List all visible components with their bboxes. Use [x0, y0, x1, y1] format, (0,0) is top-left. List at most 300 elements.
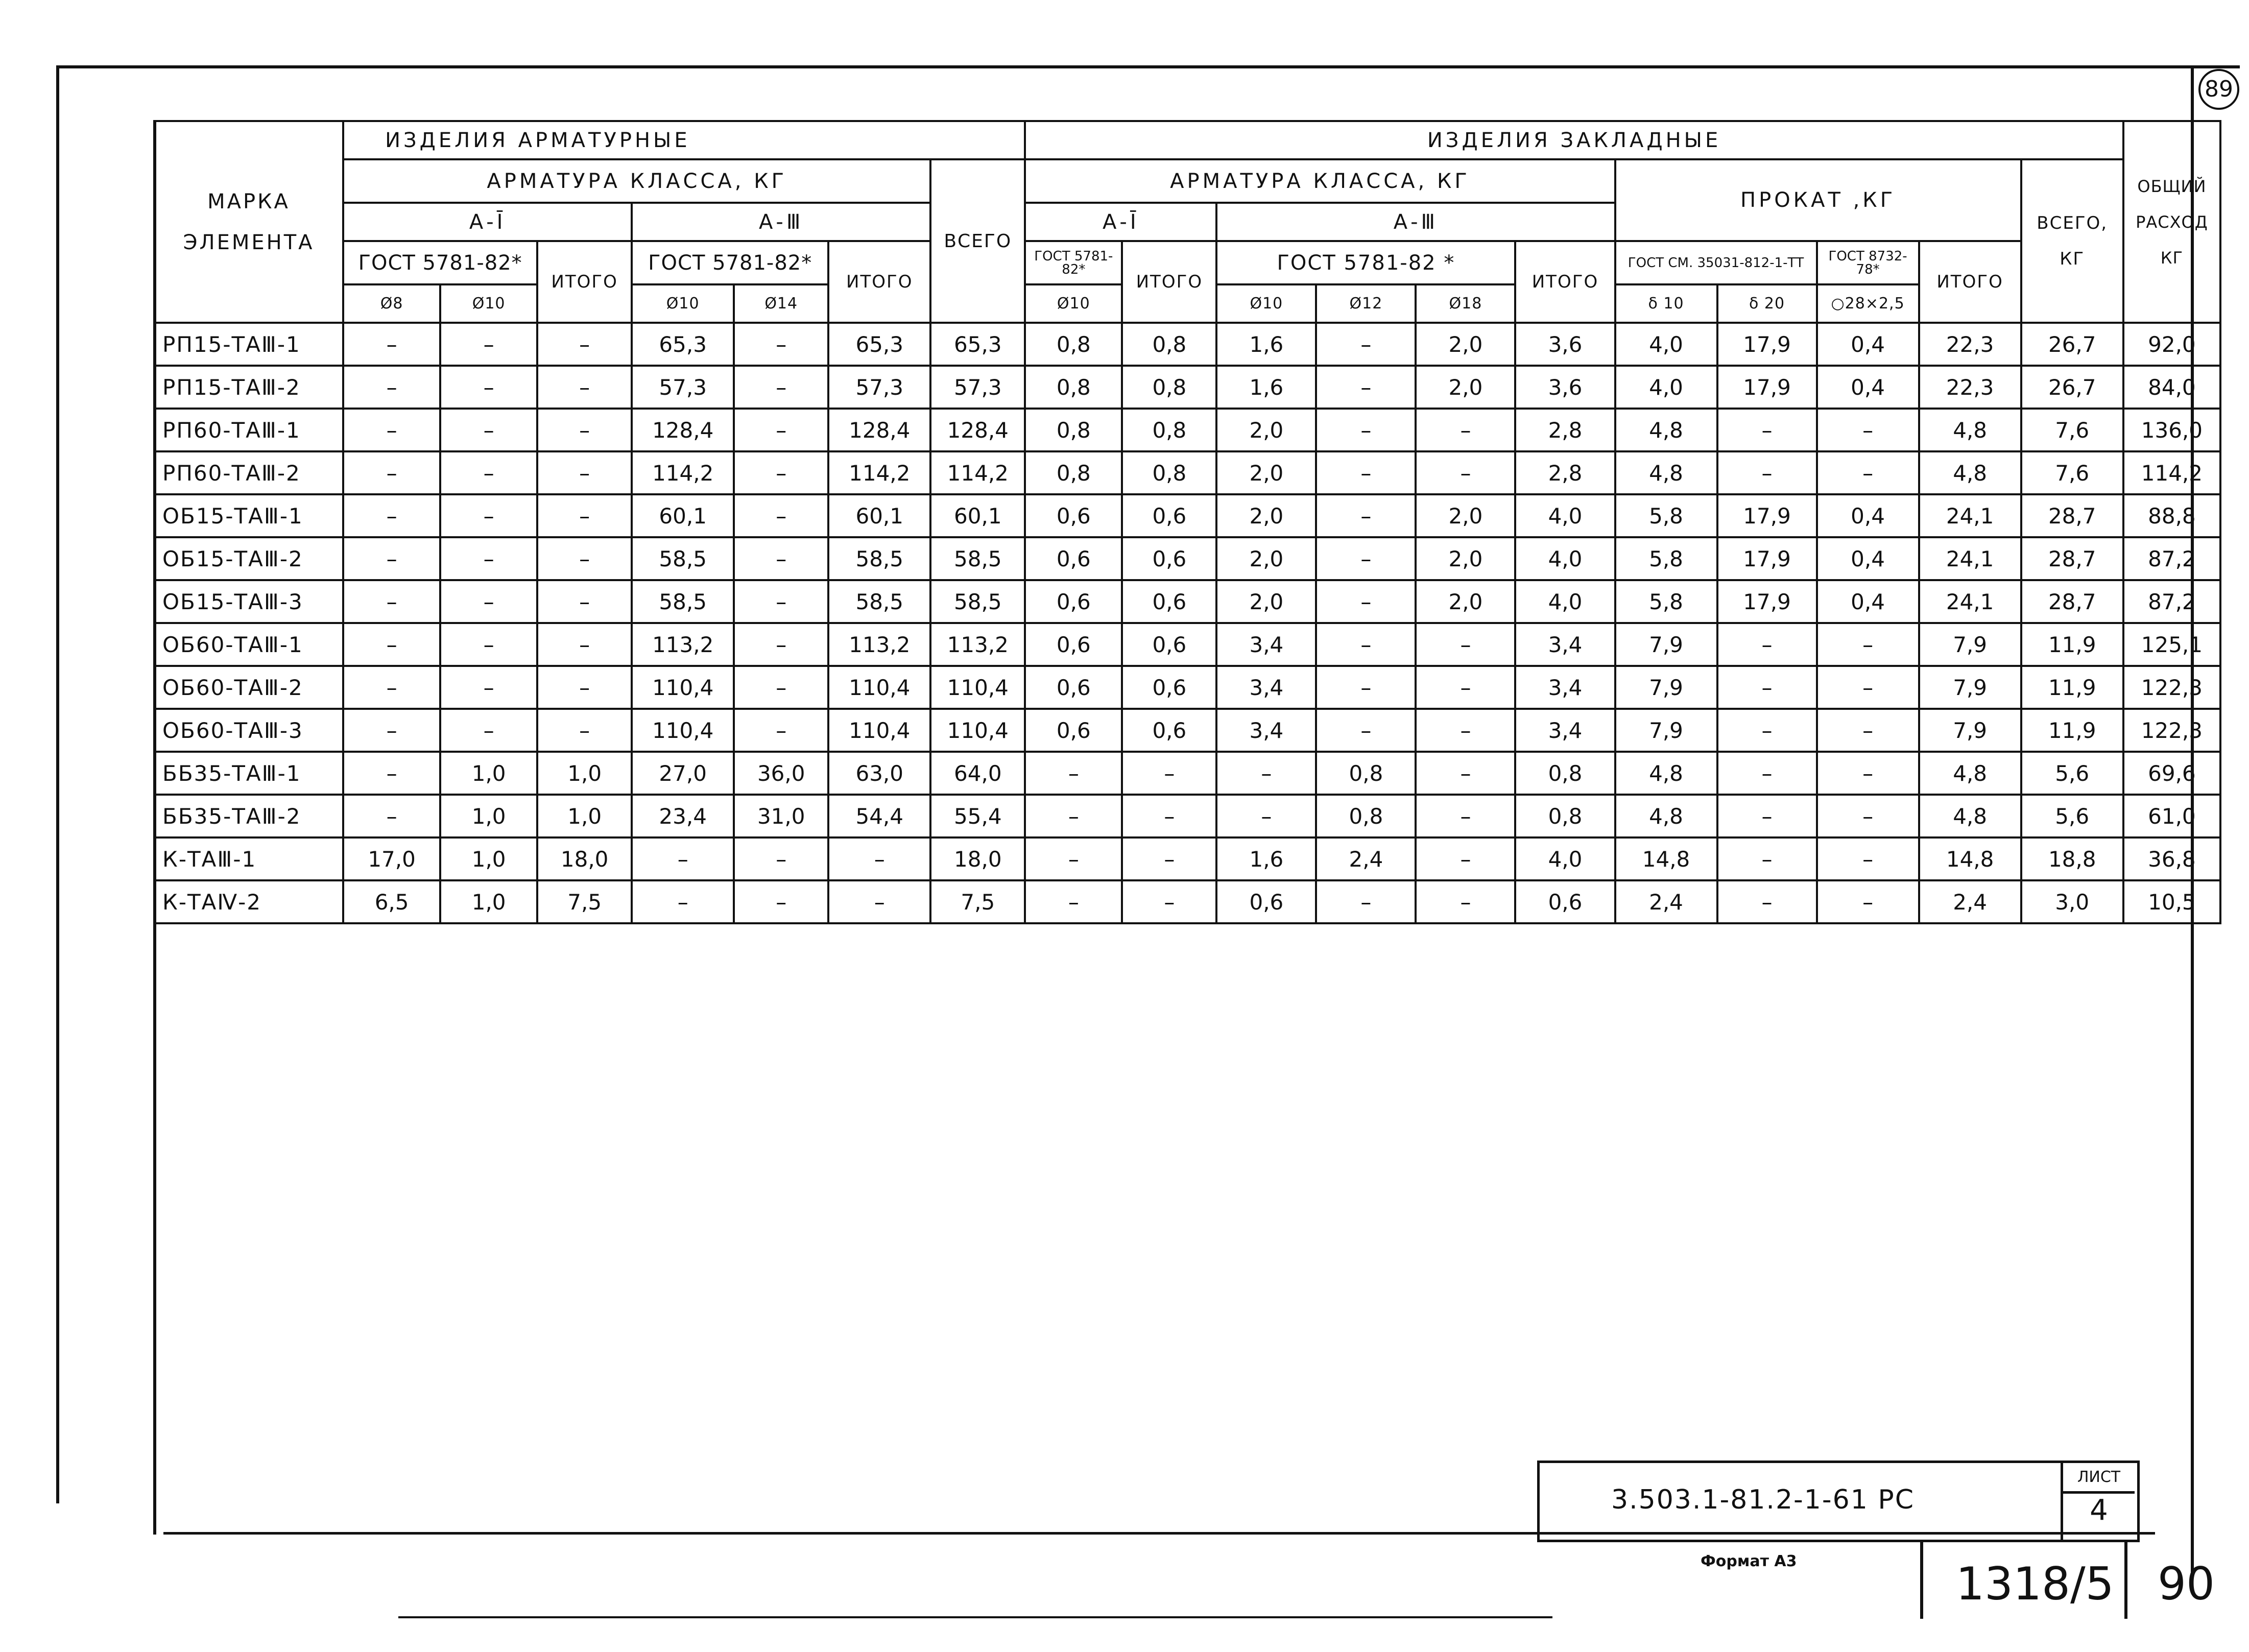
table-cell: –	[1416, 623, 1515, 666]
table-cell: 87,2	[2123, 580, 2220, 623]
table-cell: 0,8	[1025, 323, 1122, 366]
table-cell: 2,8	[1515, 409, 1615, 451]
table-row	[154, 623, 2220, 666]
table-cell: –	[1717, 752, 1817, 795]
table-cell: –	[440, 666, 537, 709]
table-cell: –	[734, 409, 828, 451]
table-cell: –	[1817, 752, 1919, 795]
table-cell: 0,8	[1025, 451, 1122, 494]
table-row	[154, 494, 2220, 537]
table-cell: –	[537, 623, 632, 666]
table-cell: –	[1316, 537, 1416, 580]
table-cell: 24,1	[1919, 580, 2021, 623]
table-cell: –	[632, 880, 734, 923]
element-mark-cell: ББ35-ТАⅢ-1	[154, 752, 343, 795]
list-value: 4	[2090, 1494, 2108, 1527]
table-cell: 2,0	[1216, 580, 1316, 623]
table-cell: 0,8	[1122, 409, 1216, 451]
table-cell: –	[1717, 880, 1817, 923]
table-cell: –	[1316, 580, 1416, 623]
table-cell: –	[1416, 752, 1515, 795]
header-d14: Ø14	[734, 284, 828, 323]
table-cell: –	[343, 366, 440, 409]
table-cell: 14,8	[1615, 837, 1717, 880]
table-cell: 92,0	[2123, 323, 2220, 366]
table-cell: 0,6	[1025, 580, 1122, 623]
element-mark-cell: К-ТАⅢ-1	[154, 837, 343, 880]
table-cell: –	[343, 623, 440, 666]
element-mark-cell: ОБ15-ТАⅢ-3	[154, 580, 343, 623]
element-mark-cell: К-ТАⅣ-2	[154, 880, 343, 923]
table-cell: 0,4	[1817, 537, 1919, 580]
table-cell: –	[1817, 880, 1919, 923]
table-cell: 1,0	[440, 752, 537, 795]
table-cell: 4,0	[1515, 837, 1615, 880]
table-cell: –	[1025, 880, 1122, 923]
table-cell: 0,6	[1025, 709, 1122, 752]
element-mark-cell: РП60-ТАⅢ-1	[154, 409, 343, 451]
table-cell: 110,4	[930, 709, 1025, 752]
table-cell: 0,6	[1025, 623, 1122, 666]
table-cell: 55,4	[930, 795, 1025, 837]
table-cell: –	[734, 709, 828, 752]
element-mark-cell: ОБ15-ТАⅢ-1	[154, 494, 343, 537]
table-cell: 17,9	[1717, 537, 1817, 580]
table-cell: 0,6	[1515, 880, 1615, 923]
table-cell: –	[1817, 409, 1919, 451]
header-itogo-3: ИТОГО	[1122, 241, 1216, 323]
table-cell: 2,0	[1216, 451, 1316, 494]
table-cell: –	[1416, 666, 1515, 709]
table-body	[154, 323, 2220, 1466]
table-cell: 0,8	[1316, 752, 1416, 795]
table-cell: –	[828, 880, 930, 923]
header-a3: А-Ⅲ	[632, 203, 930, 241]
header-gost-a: ГОСТ 5781-82*	[343, 241, 537, 284]
table-cell: 26,7	[2021, 323, 2123, 366]
table-cell: 3,0	[2021, 880, 2123, 923]
header-d18: Ø18	[1416, 284, 1515, 323]
header-vsego-1: ВСЕГО	[930, 159, 1025, 323]
table-cell: 1,0	[440, 880, 537, 923]
table-cell: 114,2	[930, 451, 1025, 494]
table-cell: –	[1416, 409, 1515, 451]
table-cell: –	[343, 451, 440, 494]
table-cell: 18,0	[537, 837, 632, 880]
table-cell: 3,4	[1216, 666, 1316, 709]
header-gost-d: ГОСТ 5781-82 *	[1216, 241, 1515, 284]
table-cell: 2,0	[1416, 323, 1515, 366]
table-cell: –	[828, 837, 930, 880]
table-cell: 1,0	[537, 795, 632, 837]
header-d10-a: Ø10	[440, 284, 537, 323]
element-mark-cell: ОБ60-ТАⅢ-2	[154, 666, 343, 709]
table-cell: –	[537, 666, 632, 709]
table-cell: 1,6	[1216, 366, 1316, 409]
table-cell: 4,8	[1615, 795, 1717, 837]
table-cell: 88,8	[2123, 494, 2220, 537]
table-cell: –	[343, 666, 440, 709]
table-cell: 2,0	[1416, 580, 1515, 623]
table-cell: 58,5	[930, 580, 1025, 623]
table-cell: 4,8	[1919, 451, 2021, 494]
table-cell: 58,5	[632, 537, 734, 580]
table-cell: 54,4	[828, 795, 930, 837]
table-cell: 114,2	[828, 451, 930, 494]
table-row	[154, 409, 2220, 451]
table-cell: 0,4	[1817, 580, 1919, 623]
header-rebar-class-1: АРМАТУРА КЛАССА, КГ	[343, 159, 930, 203]
blank-cell	[154, 923, 2220, 1466]
table-cell: 27,0	[632, 752, 734, 795]
table-cell: –	[537, 366, 632, 409]
table-cell: 0,6	[1025, 494, 1122, 537]
table-cell: –	[734, 880, 828, 923]
table-cell: 113,2	[632, 623, 734, 666]
table-cell: 0,4	[1817, 366, 1919, 409]
table-cell: 2,0	[1216, 494, 1316, 537]
table-cell: –	[1316, 880, 1416, 923]
table-cell: 1,6	[1216, 837, 1316, 880]
table-cell: 7,9	[1919, 709, 2021, 752]
table-cell: 57,3	[930, 366, 1025, 409]
header-mark: МАРКА ЭЛЕМЕНТА	[154, 121, 343, 323]
header-pipe: ○28×2,5	[1817, 284, 1919, 323]
sheet-number: 89	[2198, 69, 2239, 110]
table-cell: 22,3	[1919, 323, 2021, 366]
table-cell: 122,3	[2123, 709, 2220, 752]
table-row	[154, 795, 2220, 837]
header-gost-prokat-2: ГОСТ 8732-78*	[1817, 241, 1919, 284]
table-cell: 0,8	[1515, 795, 1615, 837]
table-cell: –	[537, 709, 632, 752]
header-a1-b: А-Ī	[1025, 203, 1216, 241]
header-prokat: ПРОКАТ ,КГ	[1615, 159, 2021, 241]
table-row	[154, 580, 2220, 623]
header-d10-d: Ø10	[1216, 284, 1316, 323]
table-cell: 23,4	[632, 795, 734, 837]
table-cell: –	[1122, 880, 1216, 923]
element-mark-cell: ОБ60-ТАⅢ-3	[154, 709, 343, 752]
table-cell: 28,7	[2021, 537, 2123, 580]
table-cell: 60,1	[632, 494, 734, 537]
table-cell: 3,4	[1515, 666, 1615, 709]
table-cell: –	[1817, 837, 1919, 880]
table-cell: 57,3	[632, 366, 734, 409]
table-cell: –	[1216, 795, 1316, 837]
table-cell: –	[537, 451, 632, 494]
table-cell: 31,0	[734, 795, 828, 837]
table-cell: –	[734, 494, 828, 537]
table-cell: –	[1316, 323, 1416, 366]
table-cell: –	[440, 623, 537, 666]
table-cell: –	[537, 409, 632, 451]
table-cell: 18,8	[2021, 837, 2123, 880]
table-cell: 58,5	[828, 580, 930, 623]
table-cell: 28,7	[2021, 494, 2123, 537]
table-cell: 17,9	[1717, 323, 1817, 366]
table-cell: 60,1	[828, 494, 930, 537]
table-cell: –	[734, 623, 828, 666]
table-cell: 87,2	[2123, 537, 2220, 580]
table-cell: 4,0	[1615, 323, 1717, 366]
table-cell: 113,2	[930, 623, 1025, 666]
table-cell: –	[734, 323, 828, 366]
specification-table	[153, 120, 2221, 1466]
table-cell: –	[1122, 837, 1216, 880]
table-cell: 0,8	[1122, 451, 1216, 494]
header-itogo-1: ИТОГО	[537, 241, 632, 323]
table-cell: 6,5	[343, 880, 440, 923]
table-cell: –	[1817, 623, 1919, 666]
table-cell: 2,0	[1416, 494, 1515, 537]
table-cell: –	[343, 494, 440, 537]
table-cell: 4,0	[1615, 366, 1717, 409]
table-row	[154, 537, 2220, 580]
table-cell: 113,2	[828, 623, 930, 666]
table-cell: 17,9	[1717, 494, 1817, 537]
table-row	[154, 366, 2220, 409]
table-cell: 1,0	[440, 837, 537, 880]
table-cell: 0,8	[1316, 795, 1416, 837]
table-cell: 110,4	[632, 666, 734, 709]
table-cell: –	[734, 837, 828, 880]
header-vsego-kg: ВСЕГО, КГ	[2021, 159, 2123, 323]
table-cell: –	[1817, 795, 1919, 837]
table-cell: –	[1316, 366, 1416, 409]
title-block	[1537, 1461, 2140, 1542]
table-cell: 7,9	[1615, 623, 1717, 666]
table-cell: 36,8	[2123, 837, 2220, 880]
table-cell: 4,8	[1615, 409, 1717, 451]
format-label: Формат А3	[1701, 1552, 1797, 1570]
page-number: 90	[2158, 1558, 2215, 1610]
table-cell: 4,8	[1615, 752, 1717, 795]
table-cell: 61,0	[2123, 795, 2220, 837]
table-cell: –	[1717, 709, 1817, 752]
header-itogo-2: ИТОГО	[828, 241, 930, 323]
table-cell: –	[343, 537, 440, 580]
element-mark-cell: ББ35-ТАⅢ-2	[154, 795, 343, 837]
table-cell: 64,0	[930, 752, 1025, 795]
table-cell: –	[440, 451, 537, 494]
table-cell: 65,3	[930, 323, 1025, 366]
table-cell: –	[440, 323, 537, 366]
element-mark-cell: РП60-ТАⅢ-2	[154, 451, 343, 494]
table-cell: 24,1	[1919, 494, 2021, 537]
table-cell: –	[343, 795, 440, 837]
table-cell: 5,8	[1615, 537, 1717, 580]
table-cell: 7,9	[1615, 666, 1717, 709]
table-cell: 17,9	[1717, 580, 1817, 623]
table-cell: –	[1416, 795, 1515, 837]
table-row	[154, 837, 2220, 880]
list-box	[2061, 1463, 2135, 1540]
table-cell: 7,9	[1919, 666, 2021, 709]
table-cell: –	[440, 494, 537, 537]
table-cell: 0,6	[1025, 666, 1122, 709]
table-cell: 17,0	[343, 837, 440, 880]
table-cell: –	[734, 366, 828, 409]
table-cell: –	[343, 709, 440, 752]
table-cell: –	[1216, 752, 1316, 795]
table-row	[154, 666, 2220, 709]
table-cell: –	[1717, 451, 1817, 494]
table-cell: –	[1416, 451, 1515, 494]
list-label: ЛИСТ	[2063, 1463, 2135, 1494]
table-cell: 7,6	[2021, 451, 2123, 494]
blank-area	[154, 923, 2220, 1466]
table-cell: –	[537, 323, 632, 366]
table-cell: 1,0	[537, 752, 632, 795]
table-cell: –	[1817, 709, 1919, 752]
table-cell: 0,6	[1122, 537, 1216, 580]
table-cell: –	[734, 666, 828, 709]
table-cell: 58,5	[930, 537, 1025, 580]
table-cell: 0,8	[1122, 323, 1216, 366]
table-cell: 0,8	[1025, 366, 1122, 409]
table-cell: 4,0	[1515, 537, 1615, 580]
header-gost-c: ГОСТ 5781-82*	[1025, 241, 1122, 284]
table-cell: 7,9	[1919, 623, 2021, 666]
stamp-divider-mid	[2124, 1542, 2127, 1619]
table-cell: 4,8	[1615, 451, 1717, 494]
header-rebar-class-2: АРМАТУРА КЛАССА, КГ	[1025, 159, 1615, 203]
table-cell: 65,3	[828, 323, 930, 366]
header-itogo-4: ИТОГО	[1515, 241, 1615, 323]
table-cell: 26,7	[2021, 366, 2123, 409]
table-cell: –	[1316, 623, 1416, 666]
table-cell: –	[1717, 837, 1817, 880]
inventory-number: 1318/5	[1956, 1558, 2114, 1610]
table-cell: –	[1416, 709, 1515, 752]
table-cell: –	[1025, 837, 1122, 880]
table-row	[154, 323, 2220, 366]
table-cell: –	[1717, 623, 1817, 666]
table-cell: 110,4	[828, 666, 930, 709]
table-cell: 0,4	[1817, 323, 1919, 366]
table-cell: 14,8	[1919, 837, 2021, 880]
table-cell: –	[1316, 451, 1416, 494]
table-cell: –	[440, 409, 537, 451]
table-cell: 0,8	[1122, 366, 1216, 409]
table-cell: –	[734, 451, 828, 494]
table-cell: 114,2	[632, 451, 734, 494]
table-cell: 0,6	[1122, 623, 1216, 666]
table-cell: 22,3	[1919, 366, 2021, 409]
table-cell: 0,8	[1515, 752, 1615, 795]
table-cell: 0,6	[1025, 537, 1122, 580]
table-cell: –	[1717, 409, 1817, 451]
table-cell: –	[440, 709, 537, 752]
table-row	[154, 709, 2220, 752]
table-cell: 128,4	[828, 409, 930, 451]
table-cell: 4,0	[1515, 494, 1615, 537]
table-cell: 110,4	[828, 709, 930, 752]
table-cell: –	[537, 537, 632, 580]
table-row	[154, 451, 2220, 494]
table-cell: –	[537, 494, 632, 537]
table-cell: –	[1316, 666, 1416, 709]
table-cell: 2,8	[1515, 451, 1615, 494]
table-cell: 2,0	[1416, 537, 1515, 580]
header-d12: Ø12	[1316, 284, 1416, 323]
table-cell: 4,8	[1919, 752, 2021, 795]
table-cell: 0,8	[1025, 409, 1122, 451]
table-cell: –	[1316, 494, 1416, 537]
table-cell: –	[537, 580, 632, 623]
table-cell: –	[1817, 666, 1919, 709]
table-cell: –	[1025, 752, 1122, 795]
table-cell: 5,6	[2021, 752, 2123, 795]
table-cell: 5,8	[1615, 494, 1717, 537]
table-cell: 7,6	[2021, 409, 2123, 451]
stamp-divider-left	[1920, 1542, 1923, 1619]
header-d10-b: Ø10	[632, 284, 734, 323]
table-cell: 0,6	[1216, 880, 1316, 923]
table-cell: 5,8	[1615, 580, 1717, 623]
table-cell: –	[440, 537, 537, 580]
table-cell: 84,0	[2123, 366, 2220, 409]
header-total-consumption: ОБЩИЙ РАСХОД КГ	[2123, 121, 2220, 323]
table-cell: 4,0	[1515, 580, 1615, 623]
table-cell: 110,4	[632, 709, 734, 752]
table-cell: 3,4	[1515, 709, 1615, 752]
table-cell: –	[343, 409, 440, 451]
table-cell: 11,9	[2021, 666, 2123, 709]
table-cell: 58,5	[828, 537, 930, 580]
element-mark-cell: ОБ15-ТАⅢ-2	[154, 537, 343, 580]
table-cell: 2,0	[1416, 366, 1515, 409]
table-cell: –	[1817, 451, 1919, 494]
table-cell: 0,6	[1122, 709, 1216, 752]
table-cell: 63,0	[828, 752, 930, 795]
table-cell: 7,5	[537, 880, 632, 923]
table-cell: 114,2	[2123, 451, 2220, 494]
table-cell: 3,4	[1216, 709, 1316, 752]
header-d8: Ø8	[343, 284, 440, 323]
table-cell: 3,4	[1216, 623, 1316, 666]
table-cell: 7,9	[1615, 709, 1717, 752]
table-cell: 128,4	[930, 409, 1025, 451]
table-cell: 125,1	[2123, 623, 2220, 666]
table-cell: 57,3	[828, 366, 930, 409]
table-cell: 1,6	[1216, 323, 1316, 366]
table-cell: 0,6	[1122, 666, 1216, 709]
table-cell: 4,8	[1919, 795, 2021, 837]
table-cell: 11,9	[2021, 623, 2123, 666]
table-cell: 65,3	[632, 323, 734, 366]
table-cell: –	[632, 837, 734, 880]
table-cell: –	[734, 580, 828, 623]
table-cell: 0,6	[1122, 580, 1216, 623]
table-cell: 2,4	[1615, 880, 1717, 923]
table-cell: 3,6	[1515, 366, 1615, 409]
table-cell: 2,4	[1316, 837, 1416, 880]
table-cell: 24,1	[1919, 537, 2021, 580]
header-itogo-5: ИТОГО	[1919, 241, 2021, 323]
table-cell: –	[1717, 795, 1817, 837]
table-cell: 36,0	[734, 752, 828, 795]
table-cell: 10,5	[2123, 880, 2220, 923]
table-cell: 2,4	[1919, 880, 2021, 923]
table-cell: 1,0	[440, 795, 537, 837]
element-mark-cell: РП15-ТАⅢ-2	[154, 366, 343, 409]
table-cell: –	[440, 366, 537, 409]
table-cell: –	[1316, 409, 1416, 451]
table-cell: 17,9	[1717, 366, 1817, 409]
table-cell: –	[343, 752, 440, 795]
